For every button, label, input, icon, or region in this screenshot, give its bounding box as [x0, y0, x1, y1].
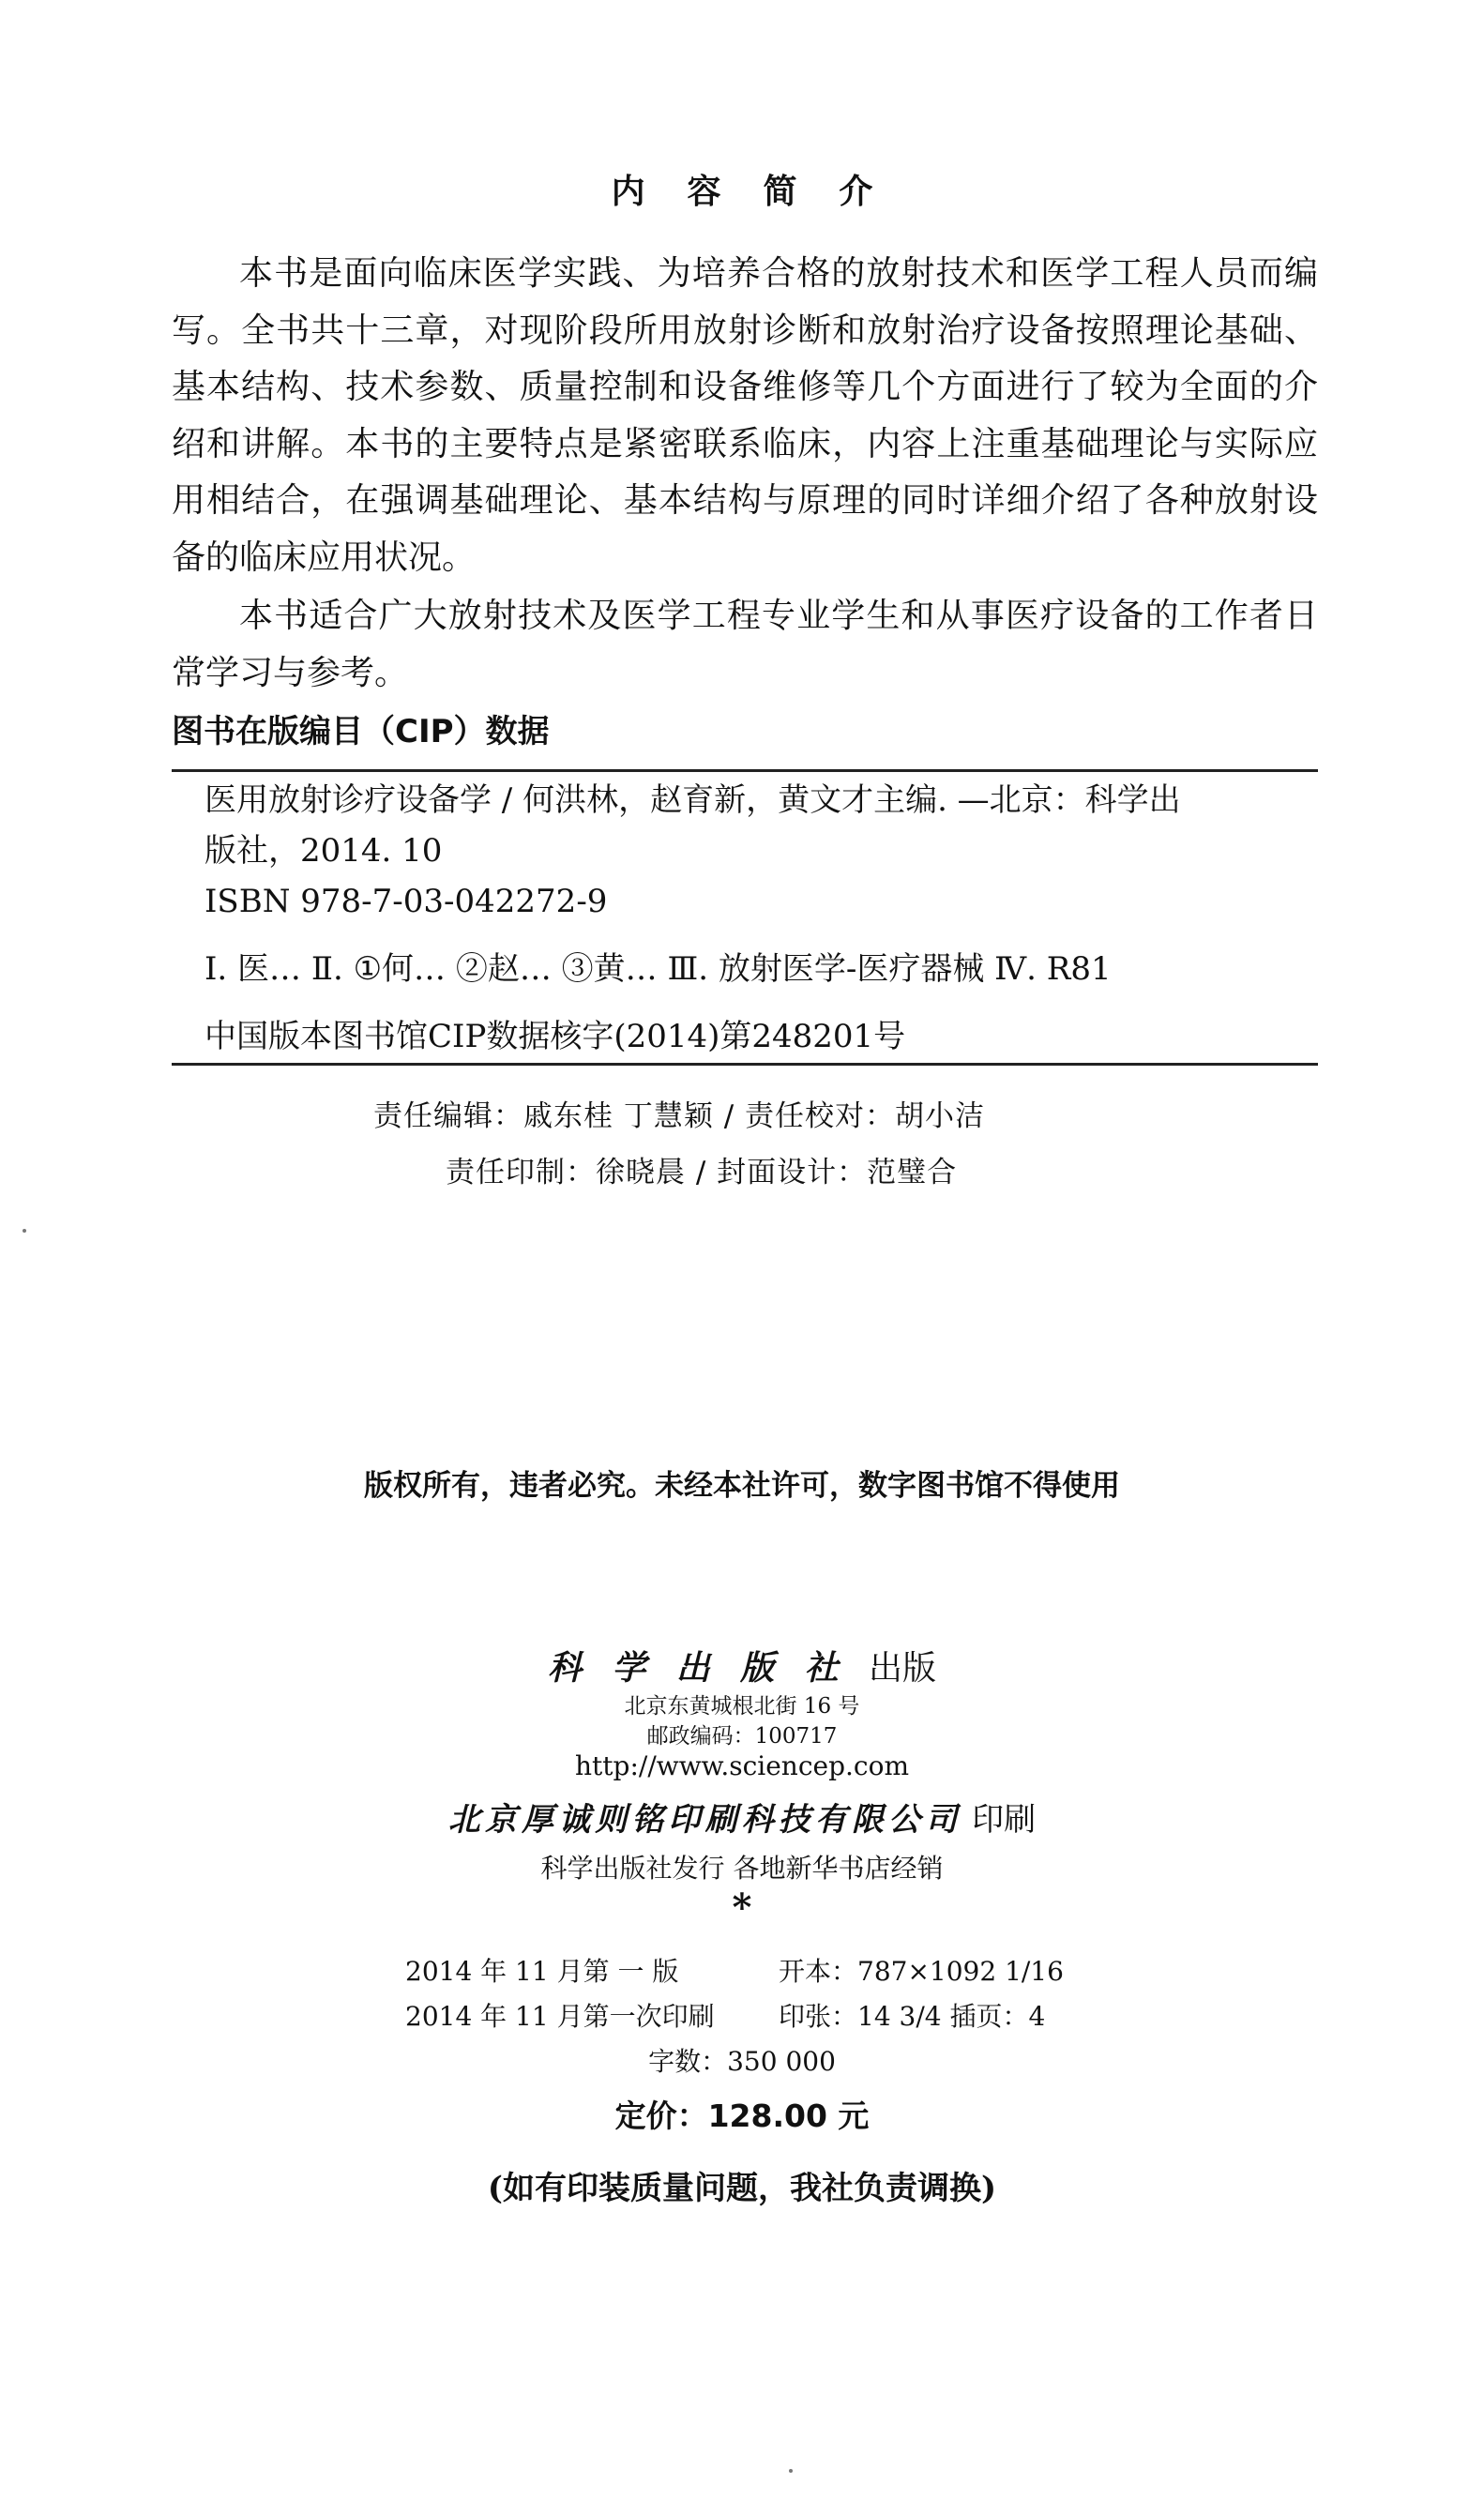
- edition-info: 2014 年 11 月第 一 版: [405, 1956, 679, 1987]
- copyright-notice: 版权所有，违者必究。未经本社许可，数字图书馆不得使用: [364, 1469, 1120, 1503]
- publisher-postcode: 邮政编码：100717: [646, 1724, 838, 1749]
- format-info: 开本：787×1092 1/16: [779, 1956, 1064, 1987]
- separator-star: *: [732, 1886, 752, 1930]
- summary-heading: 内 容 简 介: [611, 173, 888, 211]
- summary-body: [172, 246, 1318, 702]
- cip-title: 图书在版编目（CIP）数据: [172, 713, 550, 750]
- word-count: 字数：350 000: [648, 2046, 836, 2077]
- printer-name: 北京厚诚则铭印刷科技有限公司: [447, 1801, 962, 1839]
- cip-isbn: ISBN 978-7-03-042272-9: [204, 883, 608, 920]
- summary-paragraph-1: 本书是面向临床医学实践、为培养合格的放射技术和医学工程人员而编写。全书共十三章，对现阶段所用放射诊断和放射治疗设备按照理论基础、基本结构、技术参数、质量控制和设备维修等几个方面进行了较为全面的介绍和讲解。本书的主要特点是紧密联系临床，内容上注重基础理论与实际应用相结合，在强调基础理论、基本结构与原理的同时详细介绍了各种放射设备的临床应用状况。: [172, 254, 1318, 577]
- scan-speck: [789, 2469, 793, 2473]
- price: 定价：128.00 元: [614, 2098, 870, 2134]
- printing-info: 2014 年 11 月第一次印刷: [405, 2001, 715, 2032]
- cip-bottom-rule: [172, 1063, 1318, 1066]
- publisher-line: [0, 1642, 1484, 1689]
- cip-classification: Ⅰ. 医… Ⅱ. ①何… ②赵… ③黄… Ⅲ. 放射医学-医疗器械 Ⅳ. R81: [204, 950, 1112, 988]
- sheets-info: 印张：14 3/4 插页：4: [779, 2001, 1046, 2032]
- editor-credits-line-2: 责任印制：徐晓晨 / 封面设计：范璧合: [446, 1156, 958, 1189]
- cip-description-line-2: 版社，2014. 10: [204, 832, 443, 870]
- publisher-suffix: 出版: [869, 1649, 937, 1688]
- printer-line: [0, 1794, 1484, 1840]
- publisher-name: 科学出版社: [547, 1648, 869, 1688]
- distribution-line: 科学出版社发行 各地新华书店经销: [540, 1853, 944, 1884]
- printer-suffix: 印刷: [972, 1801, 1037, 1839]
- publisher-website: http://www.sciencep.com: [574, 1750, 909, 1781]
- summary-paragraph-2: 本书适合广大放射技术及医学工程专业学生和从事医疗设备的工作者日常学习与参考。: [172, 597, 1318, 692]
- cip-record-number: 中国版本图书馆CIP数据核字(2014)第248201号: [204, 1018, 906, 1055]
- cip-description-line-1: 医用放射诊疗设备学 / 何洪林，赵育新，黄文才主编. —北京：科学出: [204, 781, 1181, 819]
- cip-block: [204, 775, 1302, 1062]
- quality-notice: (如有印装质量问题，我社负责调换): [487, 2170, 997, 2207]
- editor-credits-line-1: 责任编辑：戚东桂 丁慧颖 / 责任校对：胡小洁: [373, 1099, 986, 1133]
- scan-speck: [23, 1229, 26, 1233]
- publisher-address: 北京东黄城根北街 16 号: [624, 1694, 860, 1719]
- cip-top-rule: [172, 769, 1318, 772]
